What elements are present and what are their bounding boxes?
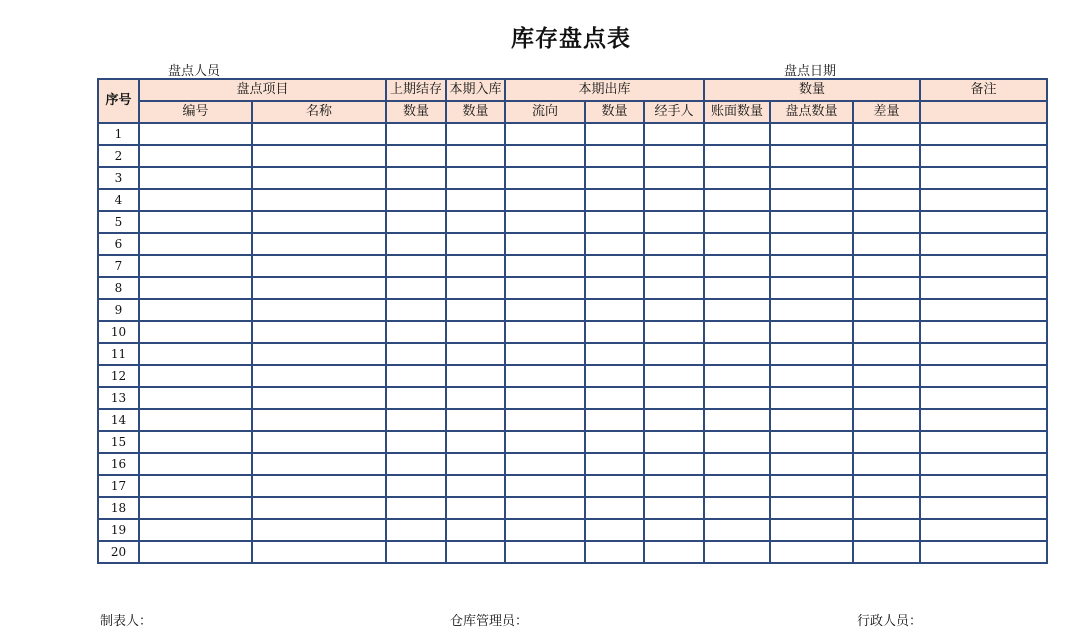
table-cell[interactable] xyxy=(252,343,386,365)
table-cell[interactable] xyxy=(704,343,770,365)
table-cell[interactable] xyxy=(505,475,585,497)
table-cell[interactable] xyxy=(252,453,386,475)
table-cell[interactable] xyxy=(139,299,252,321)
row-number: 12 xyxy=(98,365,139,387)
table-cell[interactable] xyxy=(770,321,853,343)
table-cell[interactable] xyxy=(252,299,386,321)
table-cell[interactable] xyxy=(139,541,252,563)
table-cell[interactable] xyxy=(853,145,920,167)
table-cell[interactable] xyxy=(446,321,505,343)
table-cell[interactable] xyxy=(139,365,252,387)
table-cell[interactable] xyxy=(770,541,853,563)
remark-subheader xyxy=(920,101,1047,123)
table-row xyxy=(98,497,1047,519)
name-header: 名称 xyxy=(252,101,386,123)
row-number: 19 xyxy=(98,519,139,541)
table-cell[interactable] xyxy=(252,233,386,255)
table-cell[interactable] xyxy=(853,189,920,211)
direction-header: 流向 xyxy=(505,101,585,123)
table-cell[interactable] xyxy=(585,123,644,145)
table-cell[interactable] xyxy=(446,365,505,387)
table-cell[interactable] xyxy=(644,343,704,365)
table-cell[interactable] xyxy=(853,255,920,277)
table-cell[interactable] xyxy=(139,189,252,211)
table-cell[interactable] xyxy=(770,299,853,321)
table-cell[interactable] xyxy=(446,167,505,189)
table-cell[interactable] xyxy=(853,365,920,387)
table-cell[interactable] xyxy=(770,189,853,211)
table-row xyxy=(98,541,1047,563)
table-cell[interactable] xyxy=(446,409,505,431)
table-cell[interactable] xyxy=(644,211,704,233)
table-cell[interactable] xyxy=(386,255,446,277)
table-cell[interactable] xyxy=(252,365,386,387)
table-cell[interactable] xyxy=(770,233,853,255)
table-cell[interactable] xyxy=(505,211,585,233)
page-title: 库存盘点表 xyxy=(511,26,631,52)
table-cell[interactable] xyxy=(704,387,770,409)
table-cell[interactable] xyxy=(505,343,585,365)
table-cell[interactable] xyxy=(139,475,252,497)
table-cell[interactable] xyxy=(644,277,704,299)
table-row xyxy=(98,167,1047,189)
table-cell[interactable] xyxy=(252,123,386,145)
table-cell[interactable] xyxy=(139,233,252,255)
row-number: 18 xyxy=(98,497,139,519)
table-cell[interactable] xyxy=(252,541,386,563)
table-body xyxy=(98,123,1047,563)
table-cell[interactable] xyxy=(505,299,585,321)
seq-header: 序号 xyxy=(98,79,139,123)
table-cell[interactable] xyxy=(585,145,644,167)
table-row xyxy=(98,299,1047,321)
table-cell[interactable] xyxy=(386,277,446,299)
table-cell[interactable] xyxy=(644,519,704,541)
table-cell[interactable] xyxy=(446,519,505,541)
table-cell[interactable] xyxy=(585,453,644,475)
table-cell[interactable] xyxy=(252,409,386,431)
table-cell[interactable] xyxy=(446,431,505,453)
table-cell[interactable] xyxy=(386,189,446,211)
row-number: 17 xyxy=(98,475,139,497)
table-cell[interactable] xyxy=(853,541,920,563)
table-cell[interactable] xyxy=(386,409,446,431)
row-number: 1 xyxy=(98,123,139,145)
table-row xyxy=(98,475,1047,497)
table-cell[interactable] xyxy=(704,299,770,321)
table-cell[interactable] xyxy=(644,365,704,387)
item-group-header: 盘点项目 xyxy=(139,79,386,101)
table-cell[interactable] xyxy=(585,233,644,255)
table-cell[interactable] xyxy=(252,277,386,299)
table-cell[interactable] xyxy=(644,189,704,211)
table-cell[interactable] xyxy=(139,409,252,431)
table-cell[interactable] xyxy=(853,519,920,541)
table-cell[interactable] xyxy=(505,277,585,299)
table-cell[interactable] xyxy=(585,321,644,343)
count-qty-header: 盘点数量 xyxy=(770,101,853,123)
table-cell[interactable] xyxy=(853,167,920,189)
prev-qty-header: 数量 xyxy=(386,101,446,123)
table-cell[interactable] xyxy=(704,497,770,519)
table-cell[interactable] xyxy=(446,123,505,145)
out-qty-header: 数量 xyxy=(585,101,644,123)
table-cell[interactable] xyxy=(770,123,853,145)
quantity-group-header: 数量 xyxy=(704,79,920,101)
table-cell[interactable] xyxy=(252,519,386,541)
table-row xyxy=(98,431,1047,453)
table-cell[interactable] xyxy=(770,475,853,497)
table-row xyxy=(98,365,1047,387)
table-cell[interactable] xyxy=(770,167,853,189)
in-qty-header: 数量 xyxy=(446,101,505,123)
table-cell[interactable] xyxy=(505,233,585,255)
table-cell[interactable] xyxy=(770,211,853,233)
table-cell[interactable] xyxy=(446,211,505,233)
table-cell[interactable] xyxy=(920,233,1047,255)
table-row xyxy=(98,277,1047,299)
table-cell[interactable] xyxy=(386,387,446,409)
table-cell[interactable] xyxy=(386,343,446,365)
table-cell[interactable] xyxy=(644,541,704,563)
diff-header: 差量 xyxy=(853,101,920,123)
table-row xyxy=(98,123,1047,145)
table-cell[interactable] xyxy=(585,365,644,387)
table-cell[interactable] xyxy=(644,145,704,167)
table-cell[interactable] xyxy=(704,321,770,343)
table-cell[interactable] xyxy=(770,387,853,409)
table-cell[interactable] xyxy=(920,123,1047,145)
table-cell[interactable] xyxy=(386,365,446,387)
table-cell[interactable] xyxy=(446,277,505,299)
table-cell[interactable] xyxy=(446,475,505,497)
table-cell[interactable] xyxy=(644,299,704,321)
table-row xyxy=(98,145,1047,167)
table-cell[interactable] xyxy=(386,123,446,145)
row-number: 7 xyxy=(98,255,139,277)
table-cell[interactable] xyxy=(139,167,252,189)
table-row xyxy=(98,519,1047,541)
table-cell[interactable] xyxy=(920,519,1047,541)
row-number: 8 xyxy=(98,277,139,299)
table-cell[interactable] xyxy=(585,277,644,299)
table-cell[interactable] xyxy=(853,475,920,497)
table-cell[interactable] xyxy=(252,321,386,343)
inventory-table xyxy=(97,78,1048,564)
table-cell[interactable] xyxy=(920,409,1047,431)
table-cell[interactable] xyxy=(386,475,446,497)
table-cell[interactable] xyxy=(139,497,252,519)
table-cell[interactable] xyxy=(386,497,446,519)
table-cell[interactable] xyxy=(770,519,853,541)
table-cell[interactable] xyxy=(853,321,920,343)
table-cell[interactable] xyxy=(920,387,1047,409)
table-cell[interactable] xyxy=(386,167,446,189)
row-number: 13 xyxy=(98,387,139,409)
table-cell[interactable] xyxy=(585,541,644,563)
table-cell[interactable] xyxy=(505,387,585,409)
table-cell[interactable] xyxy=(386,211,446,233)
table-cell[interactable] xyxy=(585,497,644,519)
table-cell[interactable] xyxy=(770,343,853,365)
table-row xyxy=(98,409,1047,431)
table-cell[interactable] xyxy=(770,497,853,519)
row-number: 20 xyxy=(98,541,139,563)
table-cell[interactable] xyxy=(704,541,770,563)
table-cell[interactable] xyxy=(853,299,920,321)
table-cell[interactable] xyxy=(644,453,704,475)
table-cell[interactable] xyxy=(505,145,585,167)
table-cell[interactable] xyxy=(644,233,704,255)
table-cell[interactable] xyxy=(252,189,386,211)
table-cell[interactable] xyxy=(505,541,585,563)
table-cell[interactable] xyxy=(139,277,252,299)
table-cell[interactable] xyxy=(505,167,585,189)
table-cell[interactable] xyxy=(920,299,1047,321)
row-number: 14 xyxy=(98,409,139,431)
row-number: 6 xyxy=(98,233,139,255)
table-row xyxy=(98,233,1047,255)
table-cell[interactable] xyxy=(770,277,853,299)
row-number: 9 xyxy=(98,299,139,321)
table-cell[interactable] xyxy=(704,211,770,233)
table-cell[interactable] xyxy=(853,409,920,431)
table-cell[interactable] xyxy=(853,453,920,475)
table-cell[interactable] xyxy=(252,145,386,167)
table-cell[interactable] xyxy=(920,475,1047,497)
table-cell[interactable] xyxy=(252,167,386,189)
table-cell[interactable] xyxy=(770,431,853,453)
table-cell[interactable] xyxy=(386,519,446,541)
table-cell[interactable] xyxy=(505,365,585,387)
table-cell[interactable] xyxy=(505,497,585,519)
table-row xyxy=(98,453,1047,475)
table-cell[interactable] xyxy=(770,365,853,387)
row-number: 16 xyxy=(98,453,139,475)
table-cell[interactable] xyxy=(644,167,704,189)
table-cell[interactable] xyxy=(505,321,585,343)
table-cell[interactable] xyxy=(920,167,1047,189)
remark-header: 备注 xyxy=(920,79,1047,101)
table-cell[interactable] xyxy=(585,299,644,321)
table-cell[interactable] xyxy=(704,255,770,277)
table-cell[interactable] xyxy=(644,387,704,409)
table-row xyxy=(98,387,1047,409)
table-cell[interactable] xyxy=(920,343,1047,365)
table-row xyxy=(98,189,1047,211)
table-cell[interactable] xyxy=(644,497,704,519)
header-row-1 xyxy=(98,79,1047,101)
preparer-label: 制表人： xyxy=(100,614,153,629)
table-cell[interactable] xyxy=(920,277,1047,299)
table-cell[interactable] xyxy=(920,321,1047,343)
table-cell[interactable] xyxy=(770,409,853,431)
table-cell[interactable] xyxy=(446,145,505,167)
inspector-label: 盘点人员 xyxy=(168,64,221,79)
table-cell[interactable] xyxy=(704,123,770,145)
table-cell[interactable] xyxy=(920,431,1047,453)
table-cell[interactable] xyxy=(853,277,920,299)
row-number: 5 xyxy=(98,211,139,233)
book-qty-header: 账面数量 xyxy=(704,101,770,123)
table-cell[interactable] xyxy=(252,475,386,497)
warehouse-manager-label: 仓库管理员： xyxy=(450,614,529,629)
table-cell[interactable] xyxy=(505,255,585,277)
table-cell[interactable] xyxy=(446,255,505,277)
table-cell[interactable] xyxy=(585,167,644,189)
table-cell[interactable] xyxy=(139,519,252,541)
row-number: 2 xyxy=(98,145,139,167)
table-cell[interactable] xyxy=(704,277,770,299)
row-number: 15 xyxy=(98,431,139,453)
table-row xyxy=(98,255,1047,277)
table-cell[interactable] xyxy=(853,123,920,145)
table-cell[interactable] xyxy=(704,189,770,211)
row-number: 11 xyxy=(98,343,139,365)
table-cell[interactable] xyxy=(770,255,853,277)
table-row xyxy=(98,343,1047,365)
table-cell[interactable] xyxy=(644,255,704,277)
table-cell[interactable] xyxy=(585,343,644,365)
table-cell[interactable] xyxy=(853,211,920,233)
table-cell[interactable] xyxy=(386,233,446,255)
period-in-header: 本期入库 xyxy=(446,79,505,101)
table-cell[interactable] xyxy=(853,431,920,453)
table-cell[interactable] xyxy=(505,123,585,145)
table-cell[interactable] xyxy=(139,453,252,475)
table-cell[interactable] xyxy=(704,409,770,431)
table-cell[interactable] xyxy=(446,387,505,409)
table-cell[interactable] xyxy=(585,189,644,211)
table-cell[interactable] xyxy=(704,431,770,453)
table-cell[interactable] xyxy=(252,255,386,277)
table-cell[interactable] xyxy=(585,255,644,277)
table-cell[interactable] xyxy=(704,233,770,255)
handler-header: 经手人 xyxy=(644,101,704,123)
table-cell[interactable] xyxy=(704,475,770,497)
table-cell[interactable] xyxy=(585,431,644,453)
table-cell[interactable] xyxy=(446,541,505,563)
table-cell[interactable] xyxy=(644,123,704,145)
row-number: 10 xyxy=(98,321,139,343)
table-cell[interactable] xyxy=(505,453,585,475)
table-cell[interactable] xyxy=(446,189,505,211)
table-cell[interactable] xyxy=(920,211,1047,233)
table-cell[interactable] xyxy=(585,409,644,431)
table-cell[interactable] xyxy=(139,431,252,453)
table-cell[interactable] xyxy=(920,145,1047,167)
table-cell[interactable] xyxy=(252,387,386,409)
table-cell[interactable] xyxy=(644,475,704,497)
table-cell[interactable] xyxy=(920,541,1047,563)
row-number: 4 xyxy=(98,189,139,211)
table-cell[interactable] xyxy=(920,453,1047,475)
table-cell[interactable] xyxy=(252,497,386,519)
table-cell[interactable] xyxy=(505,431,585,453)
table-cell[interactable] xyxy=(920,497,1047,519)
table-row xyxy=(98,211,1047,233)
table-cell[interactable] xyxy=(139,387,252,409)
table-cell[interactable] xyxy=(585,387,644,409)
table-cell[interactable] xyxy=(446,299,505,321)
table-cell[interactable] xyxy=(505,409,585,431)
table-cell[interactable] xyxy=(386,145,446,167)
table-cell[interactable] xyxy=(386,541,446,563)
table-cell[interactable] xyxy=(386,431,446,453)
table-cell[interactable] xyxy=(920,365,1047,387)
admin-label: 行政人员： xyxy=(857,614,923,629)
table-cell[interactable] xyxy=(252,211,386,233)
table-cell[interactable] xyxy=(139,343,252,365)
table-row xyxy=(98,321,1047,343)
table-cell[interactable] xyxy=(704,365,770,387)
table-cell[interactable] xyxy=(644,431,704,453)
table-cell[interactable] xyxy=(139,255,252,277)
table-cell[interactable] xyxy=(585,211,644,233)
table-cell[interactable] xyxy=(704,519,770,541)
table-cell[interactable] xyxy=(704,453,770,475)
table-cell[interactable] xyxy=(139,123,252,145)
table-cell[interactable] xyxy=(853,343,920,365)
table-cell[interactable] xyxy=(704,145,770,167)
period-out-header: 本期出库 xyxy=(505,79,704,101)
prev-balance-header: 上期结存 xyxy=(386,79,446,101)
table-cell[interactable] xyxy=(920,189,1047,211)
date-label: 盘点日期 xyxy=(784,64,837,79)
table-cell[interactable] xyxy=(770,145,853,167)
table-cell[interactable] xyxy=(505,519,585,541)
table-cell[interactable] xyxy=(644,409,704,431)
table-cell[interactable] xyxy=(644,321,704,343)
table-cell[interactable] xyxy=(585,519,644,541)
table-cell[interactable] xyxy=(139,145,252,167)
table-cell[interactable] xyxy=(505,189,585,211)
header-row-2 xyxy=(98,101,1047,123)
table-cell[interactable] xyxy=(446,497,505,519)
table-cell[interactable] xyxy=(853,387,920,409)
table-cell[interactable] xyxy=(386,453,446,475)
table-cell[interactable] xyxy=(386,299,446,321)
table-cell[interactable] xyxy=(770,453,853,475)
table-cell[interactable] xyxy=(704,167,770,189)
table-cell[interactable] xyxy=(386,321,446,343)
code-header: 编号 xyxy=(139,101,252,123)
table-cell[interactable] xyxy=(139,321,252,343)
table-cell[interactable] xyxy=(446,233,505,255)
table-cell[interactable] xyxy=(446,453,505,475)
table-cell[interactable] xyxy=(585,475,644,497)
table-cell[interactable] xyxy=(853,233,920,255)
table-cell[interactable] xyxy=(853,497,920,519)
table-cell[interactable] xyxy=(920,255,1047,277)
table-cell[interactable] xyxy=(446,343,505,365)
table-cell[interactable] xyxy=(252,431,386,453)
table-cell[interactable] xyxy=(139,211,252,233)
row-number: 3 xyxy=(98,167,139,189)
